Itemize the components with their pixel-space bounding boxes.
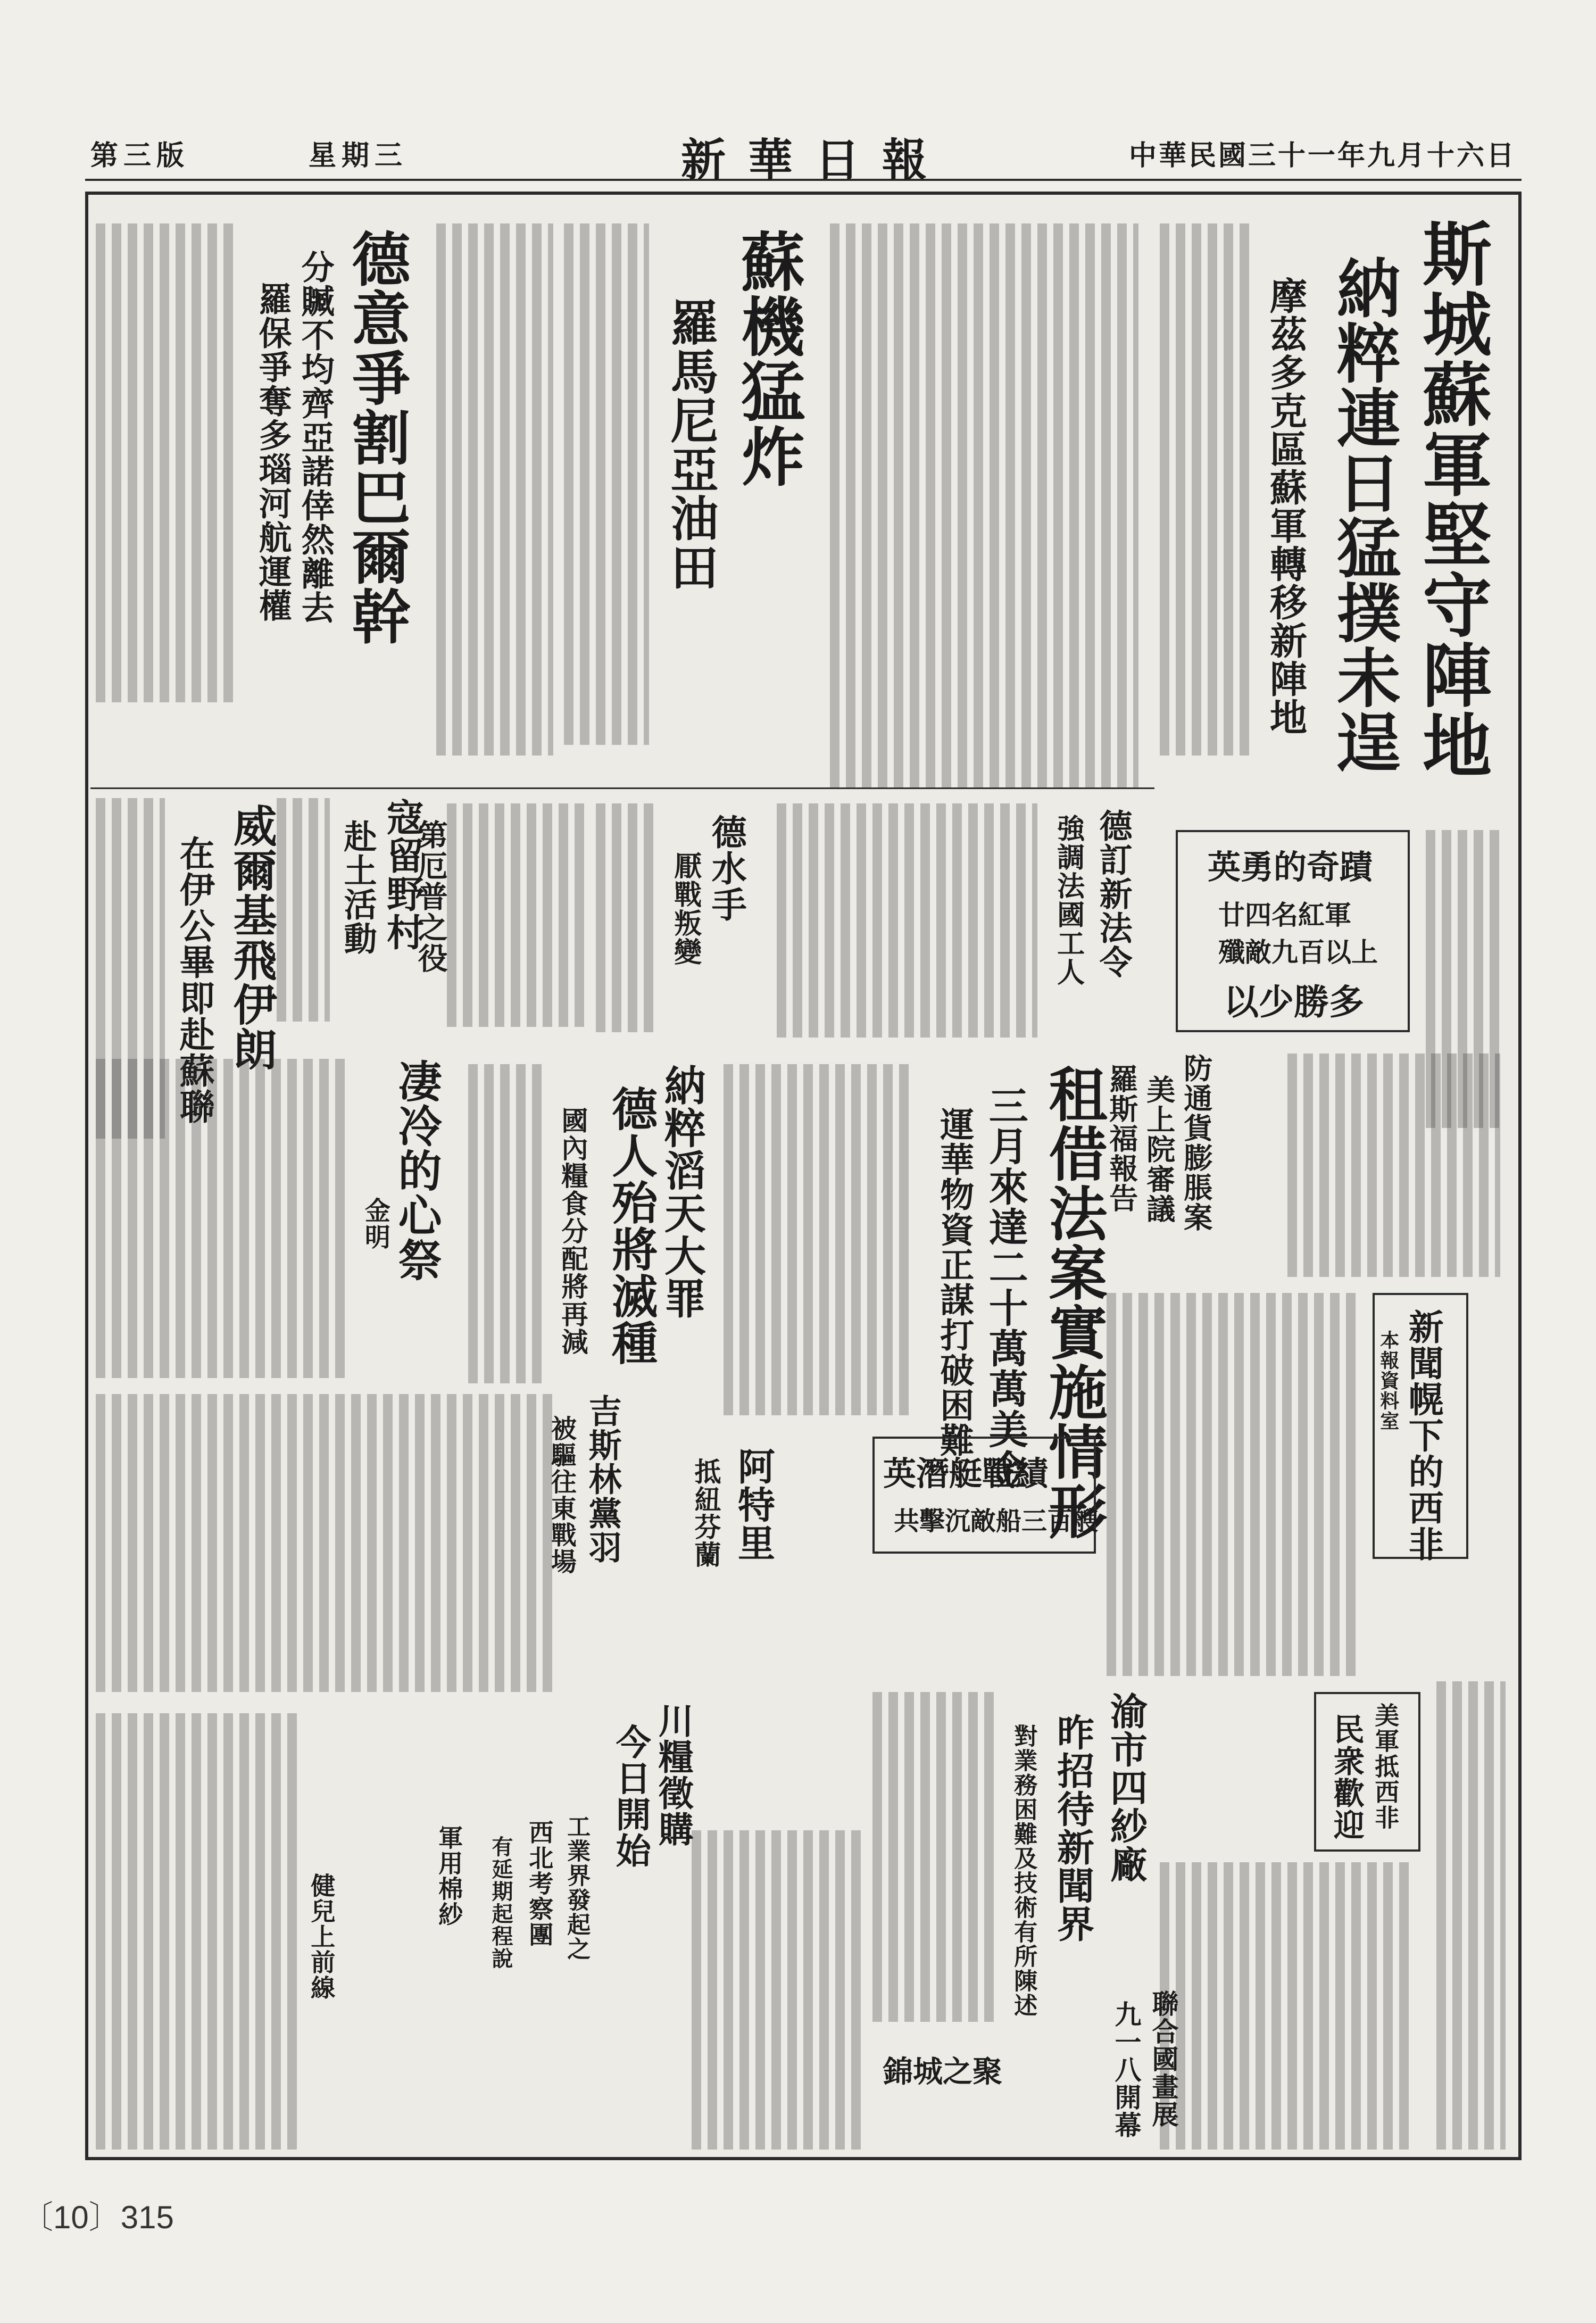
heroes-box-title: 英勇的奇蹟 [1208, 848, 1373, 886]
attlee-subheadline: 抵紐芬蘭 [690, 1458, 722, 1569]
nazi-crimes-deck: 國內糧食分配將再減 [557, 1107, 589, 1356]
chongqing-mills-headline: 渝市四紗廠 [1104, 1692, 1149, 1884]
bombing-article-text [564, 223, 649, 745]
bottom-middle-article-text [692, 1830, 862, 2150]
germany-subheadline-2: 羅保爭奪多瑙河航運權 [253, 282, 293, 623]
nine-eighteen-headline: 九一八開幕 [1110, 2001, 1142, 2139]
sichuan-grain-subheadline: 今日開始 [610, 1724, 652, 1869]
inflation-headline: 防通貨膨脹案 [1179, 1053, 1213, 1232]
welcome-headline: 民衆歡迎 [1328, 1713, 1365, 1841]
top-section-rule [90, 787, 1154, 789]
sailor-headline: 德水手 [705, 814, 747, 923]
willkie-headline: 威爾基飛伊朗 [226, 803, 278, 1072]
sea-war-headline: 英潛艇戰績 [883, 1454, 1049, 1493]
germany-headline: 德意爭割巴爾幹 [342, 229, 411, 646]
chongqing-mills-subheadline-1: 昨招待新聞界 [1051, 1713, 1095, 1943]
german-law-headline: 德訂新法令 [1094, 809, 1133, 979]
archive-note: 〔10〕315 [21, 2200, 174, 2235]
stalingrad-article-text-2 [830, 223, 1138, 787]
senate-headline: 美上院審議 [1142, 1075, 1176, 1224]
us-west-africa-headline: 美軍抵西非 [1371, 1703, 1400, 1830]
chongqing-mills-article-text [872, 1692, 1000, 2022]
nazi-crimes-subheadline: 德人殆將滅種 [604, 1085, 658, 1366]
west-africa-article-text [1436, 1681, 1506, 2150]
heroes-box-line2: 殲敵九百以上 [1218, 936, 1378, 968]
cotton-headline: 軍用棉紗 [435, 1825, 464, 1927]
west-africa-article-text-2 [1160, 1862, 1415, 2150]
dead-battle-article-text [447, 803, 585, 1027]
essay-title: 凄冷的心祭 [391, 1059, 443, 1282]
stalingrad-article-text [1160, 223, 1256, 756]
industry-headline: 工業界發起之 [563, 1814, 591, 1961]
german-law-subheadline: 強調法國工人 [1052, 814, 1085, 986]
raid-subheadline: 赴土活動 [338, 819, 378, 956]
feature-title: 新聞幌下的西非 [1402, 1309, 1444, 1562]
quisling-headline: 吉斯林黨羽 [583, 1394, 622, 1564]
essay-text [96, 1059, 351, 1378]
heroes-box-line3: 以少勝多 [1224, 981, 1364, 1023]
newspaper-name: 新華日報 [681, 134, 950, 186]
attlee-headline: 阿特里 [732, 1447, 776, 1562]
exhibition-headline: 聯合國畫展 [1148, 1990, 1179, 2128]
middle-article-text [436, 223, 553, 756]
nazi-crimes-headline: 納粹滔天大罪 [657, 1064, 706, 1320]
quisling-subheadline: 被驅往東戰場 [546, 1415, 577, 1575]
nazi-crimes-article-text [468, 1064, 548, 1383]
feature-source: 本報資料室 [1377, 1330, 1400, 1431]
essay-author: 金明 [360, 1197, 390, 1250]
raid-headline: 寇留野村 [380, 798, 425, 951]
heroes-box-line1: 廿四名紅軍 [1218, 899, 1351, 931]
stalingrad-headline: 斯城蘇軍堅守陣地 [1411, 218, 1493, 780]
willkie-subheadline: 在伊公畢即赴蘇聯 [173, 835, 215, 1125]
masthead-edition: 第三版 [90, 139, 190, 172]
germany-subheadline-1: 分贓不均齊亞諾倖然離去 [296, 250, 335, 625]
lease-lend-headline: 租借法案實施情形 [1039, 1064, 1108, 1541]
chongqing-mills-subheadline-2: 對業務困難及技術有所陳述 [1010, 1724, 1037, 2018]
masthead-weekday: 星期三 [309, 139, 408, 172]
masthead-date: 中華民國三十一年九月十六日 [1128, 139, 1516, 172]
germany-article-text [96, 223, 239, 702]
sailor-article-text [596, 803, 660, 1032]
bottom-left-article-text [96, 1713, 298, 2150]
roosevelt-report-headline: 羅斯福報告 [1104, 1064, 1139, 1213]
bombing-subheadline: 羅馬尼亞油田 [662, 298, 719, 592]
northwest-subheadline: 有延期起程說 [488, 1836, 513, 1970]
healthy-headline: 健兒上前線 [307, 1873, 336, 2001]
masthead [85, 117, 1522, 186]
lease-lend-subheadline-2: 運華物資正謀打破困難 [934, 1107, 975, 1458]
sichuan-grain-headline: 川糧徵購 [652, 1703, 694, 1847]
raid-article-text [277, 798, 330, 1022]
jinsong-headline: 錦城之聚 [883, 2054, 1002, 2089]
lease-lend-subheadline-1: 三月來達二十萬萬美金 [982, 1085, 1028, 1490]
sailor-subheadline: 厭戰叛變 [669, 851, 702, 966]
stalingrad-subheadline: 納粹連日猛撲未逞 [1326, 255, 1401, 775]
feature-article-text [1107, 1293, 1362, 1676]
lease-lend-article-text [724, 1064, 915, 1415]
dead-battle-headline: 第厄普之役 [413, 819, 448, 974]
german-law-article-text [777, 803, 1037, 1038]
bombing-headline: 蘇機猛炸 [730, 229, 805, 488]
northwest-headline: 西北考察團 [525, 1820, 554, 1947]
column-right-text-a [1287, 1053, 1500, 1277]
stalingrad-deck: 摩茲多克區蘇軍轉移新陣地 [1264, 277, 1308, 736]
sea-war-subheadline: 共擊沉敵船三百艘 [894, 1506, 1099, 1536]
essay-text-2 [96, 1394, 553, 1692]
